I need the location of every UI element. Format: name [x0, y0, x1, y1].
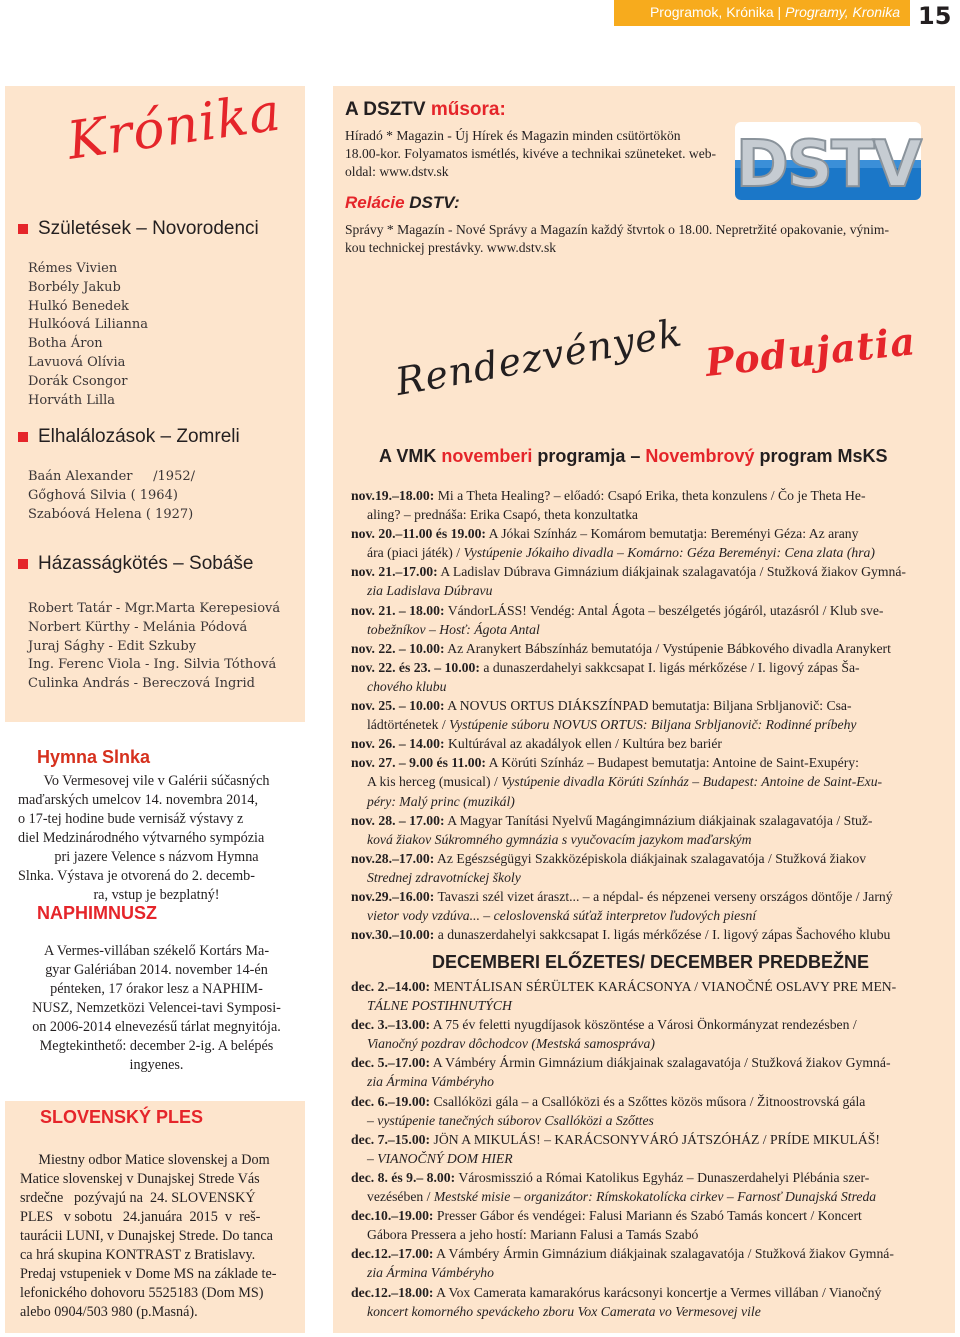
text-line: Megtekinthető: december 2-ig. A belépés — [39, 1038, 274, 1054]
dstv-logo — [733, 120, 923, 202]
event-line-continued — [351, 715, 935, 734]
event-description: Mi a Theta Healing? – előadó: Csapó Erika, theta konzulens / Čo je Theta He- — [434, 488, 866, 503]
event-continuation-sk: Strednej zdravotníckej školy — [367, 869, 521, 885]
event-continuation-sk: chového klubu — [367, 678, 447, 694]
event-item — [351, 562, 935, 600]
text-line: ingyenes. — [129, 1057, 184, 1073]
header-bar — [614, 0, 910, 26]
event-line — [351, 734, 935, 753]
bullet-square-icon — [18, 432, 28, 442]
births-heading-text: Születések – Novorodenci — [38, 218, 259, 239]
event-line — [351, 1053, 935, 1072]
text-line: Miestny odbor Matice slovenskej a Dom — [38, 1152, 270, 1168]
relacie-title-a: Relácie — [345, 193, 410, 212]
event-continuation-sk: péry: Malý princ (muzikál) — [367, 793, 515, 809]
list-item: Rémes Vivien — [28, 261, 118, 276]
event-continuation-sk: Vystúpenie Jókaiho divadla – Komárno: Géza Bereményi: Cena zlata (hra) — [463, 545, 875, 561]
list-item: Lavuová Olívia — [28, 354, 126, 370]
ples-title: SLOVENSKÝ PLES — [40, 1107, 204, 1127]
event-continuation-sk: ková žiakov Súkromného gymnázia s vyučovacím jazykom maďarským — [367, 831, 752, 847]
text-line: Slnka. Výstava je otvorená do 2. decemb- — [18, 868, 255, 884]
event-item — [351, 977, 935, 1015]
event-line — [351, 1130, 935, 1149]
event-continuation: vezésében / — [367, 1189, 434, 1205]
podujatia-title: Podujatia — [703, 318, 918, 385]
relacie-title — [345, 193, 460, 213]
text-line: o 17-tej hodine bude vernisáž výstavy z — [18, 811, 244, 827]
event-line — [351, 601, 935, 620]
event-description: VándorLÁSS! Vendég: Antal Ágota – beszélgetés jógáról, utazásról / Klub sve- — [444, 602, 884, 618]
bullet-square-icon — [18, 224, 28, 234]
event-line — [351, 1244, 935, 1263]
list-item: Botha Áron — [28, 336, 103, 352]
event-date: nov.19.–18.00: — [351, 488, 435, 503]
event-description: A 75 év feletti nyugdíjasok köszöntése a Városi Önkormányzat rendezésben / — [430, 1017, 857, 1033]
event-description: a dunaszerdahelyi sakkcsapat I. ligás mérkőzése / I. ligový zápas Šachového klubu — [434, 927, 891, 943]
event-date: nov.28.–17.00: — [351, 850, 435, 866]
event-description: Tavaszi szél vizet áraszt... – a népdal- és népzenei verseny országos döntője / Jarný — [434, 888, 893, 904]
list-item: Hulkóová Lilianna — [28, 317, 148, 333]
event-line — [351, 925, 935, 944]
event-continuation: ára (piaci játék) / — [367, 545, 464, 561]
event-date: dec. 6.–19.00: — [351, 1093, 431, 1109]
event-description: MENTÁLISAN SÉRÜLTEK KARÁCSONYA / VIANOČNÉ OSLAVY PRE MEN- — [430, 979, 897, 994]
dstv-logo-icon — [733, 120, 923, 202]
event-continuation-sk: – VIANOČNÝ DOM HIER — [367, 1150, 513, 1166]
text-line: Híradó * Magazin - Új Hírek és Magazin minden csütörtökön — [345, 128, 681, 143]
text-line: NUSZ, Nemzetközi Velencei-tavi Symposi- — [32, 1000, 281, 1016]
deaths-heading-text: Elhalálozások – Zomreli — [38, 426, 240, 447]
event-line-continued — [351, 581, 935, 600]
text-line: alebo 0904/503 980 (p.Masná). — [20, 1304, 198, 1320]
event-item — [351, 524, 935, 562]
list-item: Ing. Ferenc Viola - Ing. Silvia Tóthová — [28, 657, 277, 673]
event-item — [351, 1283, 935, 1321]
text-line: Predaj vstupeniek v Dome MS na základe te- — [20, 1266, 277, 1282]
vmk-title-b: novemberi — [441, 446, 533, 466]
event-line-continued — [351, 1225, 935, 1244]
event-line — [351, 524, 935, 543]
event-line — [351, 1168, 935, 1187]
dsztv-text — [345, 127, 716, 181]
event-item — [351, 1053, 935, 1091]
event-continuation: ládtörténetek / — [367, 717, 450, 733]
event-item — [351, 887, 935, 925]
kronika-logo: Krónika — [63, 82, 285, 172]
event-line — [351, 849, 935, 868]
event-line — [351, 639, 935, 658]
event-item — [351, 639, 935, 658]
relacie-title-b: DSTV: — [409, 193, 460, 212]
text-line: ra, vstup je bezplatný! — [93, 887, 220, 903]
event-line — [351, 1015, 935, 1034]
event-description: A Ladislav Dúbrava Gimnázium diákjainak szalagavatója / Stužková žiakov Gymná- — [437, 564, 906, 580]
event-description: Csallóközi gála – a Csallóközi és a Szőttes közös műsora / Žitnoostrovská gála — [430, 1093, 866, 1109]
event-date: nov. 22. – 10.00: — [351, 640, 445, 656]
header-section-hu: Programok, Krónika — [649, 4, 774, 20]
event-line-continued — [351, 1072, 935, 1091]
deaths-list — [28, 468, 195, 524]
event-line — [351, 887, 935, 906]
deaths-heading — [18, 426, 240, 448]
event-date: dec.10.–19.00: — [351, 1208, 434, 1224]
hymna-title: Hymna Slnka — [37, 747, 151, 767]
december-events — [351, 977, 935, 1321]
event-line-continued — [351, 1302, 935, 1321]
ples-text — [20, 1151, 288, 1322]
event-item — [351, 925, 935, 944]
event-continuation: A kis herceg (musical) / — [367, 774, 502, 790]
weddings-heading-text: Házasságkötés – Sobáše — [38, 553, 254, 574]
header-section-label — [614, 4, 900, 20]
header-section-sk: Programy, Kronika — [785, 4, 900, 20]
vmk-title-a: A VMK — [379, 446, 442, 466]
text-line: taurácii LUNI, v Dunajskej Strede. Do tanca — [20, 1228, 273, 1244]
event-date: nov.30.–10.00: — [351, 927, 435, 943]
list-item: Gőghová Silvia ( 1964) — [28, 487, 178, 503]
event-item — [351, 601, 935, 639]
list-item: Culinka András - Bereczová Ingrid — [28, 676, 256, 692]
vmk-title-c: programja – — [532, 446, 646, 466]
november-events — [351, 486, 935, 944]
event-item — [351, 1130, 935, 1168]
text-line: oldal: www.dstv.sk — [345, 164, 449, 179]
event-item — [351, 1244, 935, 1282]
event-description: Presser Gábor és vendégei: Falusi Mariann és Szabó Tamás koncert / Koncert — [433, 1208, 862, 1224]
event-description: Az Egészségügyi Szakközépiskola diákjainak szalagavatója / Stužková žiakov — [434, 850, 867, 866]
text-line: on 2006-2014 elnevezésű tárlat megnyitója. — [32, 1019, 281, 1035]
event-date: dec. 8. és 9.– 8.00: — [351, 1169, 456, 1185]
event-item — [351, 734, 935, 753]
text-line: Matice slovenskej v Dunajskej Strede Vás — [20, 1171, 260, 1187]
list-item: Juraj Sághy - Edit Szkuby — [28, 638, 197, 654]
vmk-title-d: Novembrový — [645, 446, 755, 466]
event-line — [351, 1092, 935, 1111]
event-continuation: aling? – prednáša: Erika Csapó, theta konzultatka — [367, 507, 638, 523]
event-line-continued — [351, 772, 935, 791]
event-line — [351, 658, 935, 677]
event-item — [351, 849, 935, 887]
event-description: A Magyar Tanítási Nyelvű Magángimnázium diákjainak szalagavatója / Stuž- — [444, 812, 873, 828]
text-line: pri jazere Velence s názvom Hymna — [54, 849, 259, 865]
text-line: Správy * Magazín - Nové Správy a Magazín každý štvrtok o 18.00. Nepretržité opakovanie, výnim- — [345, 222, 889, 237]
births-heading — [18, 218, 259, 240]
list-item: Horváth Lilla — [28, 392, 116, 408]
text-line: diel Medzinárodného výtvarného sympózia — [18, 830, 265, 846]
event-date: dec. 5.–17.00: — [351, 1055, 431, 1071]
text-line: gyar Galériában 2014. november 14-én — [45, 962, 268, 978]
weddings-heading — [18, 553, 253, 575]
event-date: nov. 22. és 23. – 10.00: — [351, 659, 480, 675]
event-date: dec. 2.–14.00: — [351, 979, 431, 994]
event-date: nov. 20.–11.00 és 19.00: — [351, 526, 486, 542]
naphimnusz-text — [18, 942, 295, 1075]
event-item — [351, 696, 935, 734]
event-description: A Körúti Színház – Budapest bemutatja: Antoine de Saint-Exupéry: — [485, 755, 859, 771]
event-date: dec. 7.–15.00: — [351, 1131, 431, 1147]
event-line — [351, 811, 935, 830]
rendezvenyek-title: Rendezvények — [392, 310, 686, 404]
event-date: dec. 3.–13.00: — [351, 1017, 431, 1033]
event-date: nov.29.–16.00: — [351, 888, 435, 904]
weddings-list — [28, 600, 280, 694]
event-continuation-sk: Vianočný pozdrav dôchodcov (Mestská samospráva) — [367, 1036, 655, 1052]
event-line-continued — [351, 1187, 935, 1206]
event-line — [351, 1206, 935, 1225]
vmk-program-title — [379, 446, 888, 467]
event-line — [351, 753, 935, 772]
event-date: dec.12.–18.00: — [351, 1284, 434, 1300]
event-date: dec.12.–17.00: — [351, 1246, 434, 1262]
event-continuation-sk: zia Ladislava Dúbravu — [367, 583, 493, 599]
list-item: Borbély Jakub — [28, 279, 121, 295]
event-description: Kultúrával az akadályok ellen / Kultúra bez bariér — [444, 736, 722, 752]
event-item — [351, 1015, 935, 1053]
dsztv-title — [345, 99, 506, 121]
event-item — [351, 753, 935, 791]
event-description: A Jókai Színház – Komárom bemutatja: Bereményi Géza: Az arany — [485, 526, 859, 542]
event-continuation-sk: TÁLNE POSTIHNUTÝCH — [367, 998, 512, 1014]
event-line-continued — [351, 906, 935, 925]
event-date: nov. 26. – 14.00: — [351, 736, 445, 752]
list-item: Szabóová Helena ( 1927) — [28, 506, 194, 522]
event-line-continued — [351, 620, 935, 639]
vmk-title-e: program MsKS — [754, 446, 888, 466]
text-line: ca hrá skupina KONTRAST z Bratislavy. — [20, 1247, 256, 1263]
event-line-continued — [351, 792, 935, 811]
text-line: PLES v sobotu 24.januára 2015 v reš- — [20, 1209, 261, 1225]
dsztv-title-a: A DSZTV — [345, 99, 431, 120]
text-line: maďarských umelcov 14. novembra 2014, — [18, 792, 259, 808]
text-line: A Vermes-villában székelő Kortárs Ma- — [43, 943, 270, 959]
event-item — [351, 486, 935, 524]
event-item — [351, 658, 935, 696]
event-date: nov. 21.–17.00: — [351, 564, 438, 580]
text-line: Vo Vermesovej vile v Galérii súčasných — [43, 773, 270, 789]
hymna-text — [18, 772, 295, 905]
event-line-continued — [351, 1111, 935, 1130]
event-continuation-sk: – vystúpenie tanečných súborov Csallóközi a Szőttes — [367, 1112, 654, 1128]
event-continuation-sk: Vystúpenie súboru NOVUS ORTUS: Biljana Srbljanovič: Rodinné príbehy — [449, 717, 857, 733]
event-description: a dunaszerdahelyi sakkcsapat I. ligás mérkőzése / I. ligový zápas Ša- — [479, 659, 860, 675]
event-line-continued — [351, 1263, 935, 1282]
event-date: nov. 21. – 18.00: — [351, 602, 445, 618]
event-continuation-sk: tobežníkov – Hosť: Ágota Antal — [367, 621, 540, 637]
naphimnusz-title: NAPHIMNUSZ — [37, 903, 157, 923]
event-line — [351, 977, 935, 996]
event-date: nov. 28. – 17.00: — [351, 812, 445, 828]
header-separator: | — [773, 4, 786, 20]
event-continuation-sk: zia Ármina Vámbéryho — [367, 1074, 494, 1090]
event-continuation-sk: Mestské misie – organizátor: Rímskokatolícka cirkev – Farnosť Dunajská Streda — [433, 1189, 877, 1205]
event-continuation-sk: zia Ármina Vámbéryho — [367, 1265, 494, 1281]
event-item — [351, 811, 935, 849]
text-line: 18.00-kor. Folyamatos ismétlés, kivéve a technikai szüneteket. web- — [345, 146, 717, 161]
event-line-continued — [351, 505, 935, 524]
event-description: A Vámbéry Ármin Gimnázium diákjainak szalagavatója / Stužková žiakov Gymná- — [430, 1055, 891, 1071]
event-description: A Vámbéry Ármin Gimnázium diákjainak szalagavatója / Stužková žiakov Gymná- — [433, 1246, 894, 1262]
event-line — [351, 486, 935, 505]
event-item — [351, 792, 935, 811]
december-title: DECEMBERI ELŐZETES/ DECEMBER PREDBEŽNE — [432, 952, 870, 972]
event-line-continued — [351, 996, 935, 1015]
list-item: Robert Tatár - Mgr.Marta Kerepesiová — [28, 601, 281, 616]
event-line-continued — [351, 677, 935, 696]
event-continuation-sk: Vystúpenie divadla Körúti Színház – Budapest: Antoine de Saint-Exu- — [501, 774, 883, 790]
event-description: Az Aranykert Bábszínház bemutatója / Vystúpenie Bábkového divadla Aranykert — [444, 640, 891, 656]
text-line: lefonického dohovoru 5525183 (Dom MS) — [20, 1285, 264, 1301]
relacie-text — [345, 221, 889, 257]
list-item: Dorák Csongor — [28, 373, 128, 389]
event-line — [351, 1283, 935, 1302]
event-line-continued — [351, 830, 935, 849]
event-line-continued — [351, 1149, 935, 1168]
event-line — [351, 696, 935, 715]
event-description: A Vox Camerata kamarakórus karácsonyi koncertje a Vermes villában / Vianočný — [433, 1284, 882, 1300]
event-line — [351, 562, 935, 581]
event-continuation: Gábora Pressera a jeho hostí: Mariann Falusi a Tamás Szabó — [367, 1227, 699, 1243]
text-line: srdečne pozývajú na 24. SLOVENSKÝ — [20, 1190, 256, 1206]
list-item: Norbert Kürthy - Melánia Pódová — [28, 619, 248, 635]
svg-text:DSTV: DSTV — [735, 128, 921, 202]
dsztv-title-b: műsora: — [430, 99, 506, 120]
event-description: A NOVUS ORTUS DIÁKSZÍNPAD bemutatja: Biljana Srbljanovič: Csa- — [444, 698, 852, 714]
event-item — [351, 1092, 935, 1130]
event-line-continued — [351, 543, 935, 562]
event-item — [351, 1168, 935, 1206]
births-list — [28, 260, 148, 410]
page-number: 15 — [918, 2, 952, 30]
event-continuation-sk: vietor vody vzdúva... – celoslovenská súťaž interpretov ľudových piesní — [367, 908, 757, 924]
text-line: pénteken, 17 órakor lesz a NAPHIM- — [50, 981, 263, 997]
event-description: Városmisszió a Római Katolikus Egyház – Dunaszerdahelyi Plébánia szer- — [455, 1169, 870, 1185]
event-item — [351, 1206, 935, 1244]
event-line-continued — [351, 868, 935, 887]
bullet-square-icon — [18, 559, 28, 569]
list-item: Baán Alexander /1952/ — [28, 469, 195, 484]
text-line: kou technickej prestávky. www.dstv.sk — [345, 240, 557, 255]
event-date: nov. 25. – 10.00: — [351, 698, 445, 714]
event-date: nov. 27. – 9.00 és 11.00: — [351, 755, 486, 771]
event-description: JÖN A MIKULÁS! – KARÁCSONYVÁRÓ JÁTSZÓHÁZ / PRÍDE MIKULÁŠ! — [430, 1131, 880, 1147]
event-line-continued — [351, 1034, 935, 1053]
list-item: Hulkó Benedek — [28, 298, 129, 314]
event-continuation-sk: koncert komorného speváckeho zboru Vox Camerata vo Vermesovej vile — [367, 1303, 761, 1319]
